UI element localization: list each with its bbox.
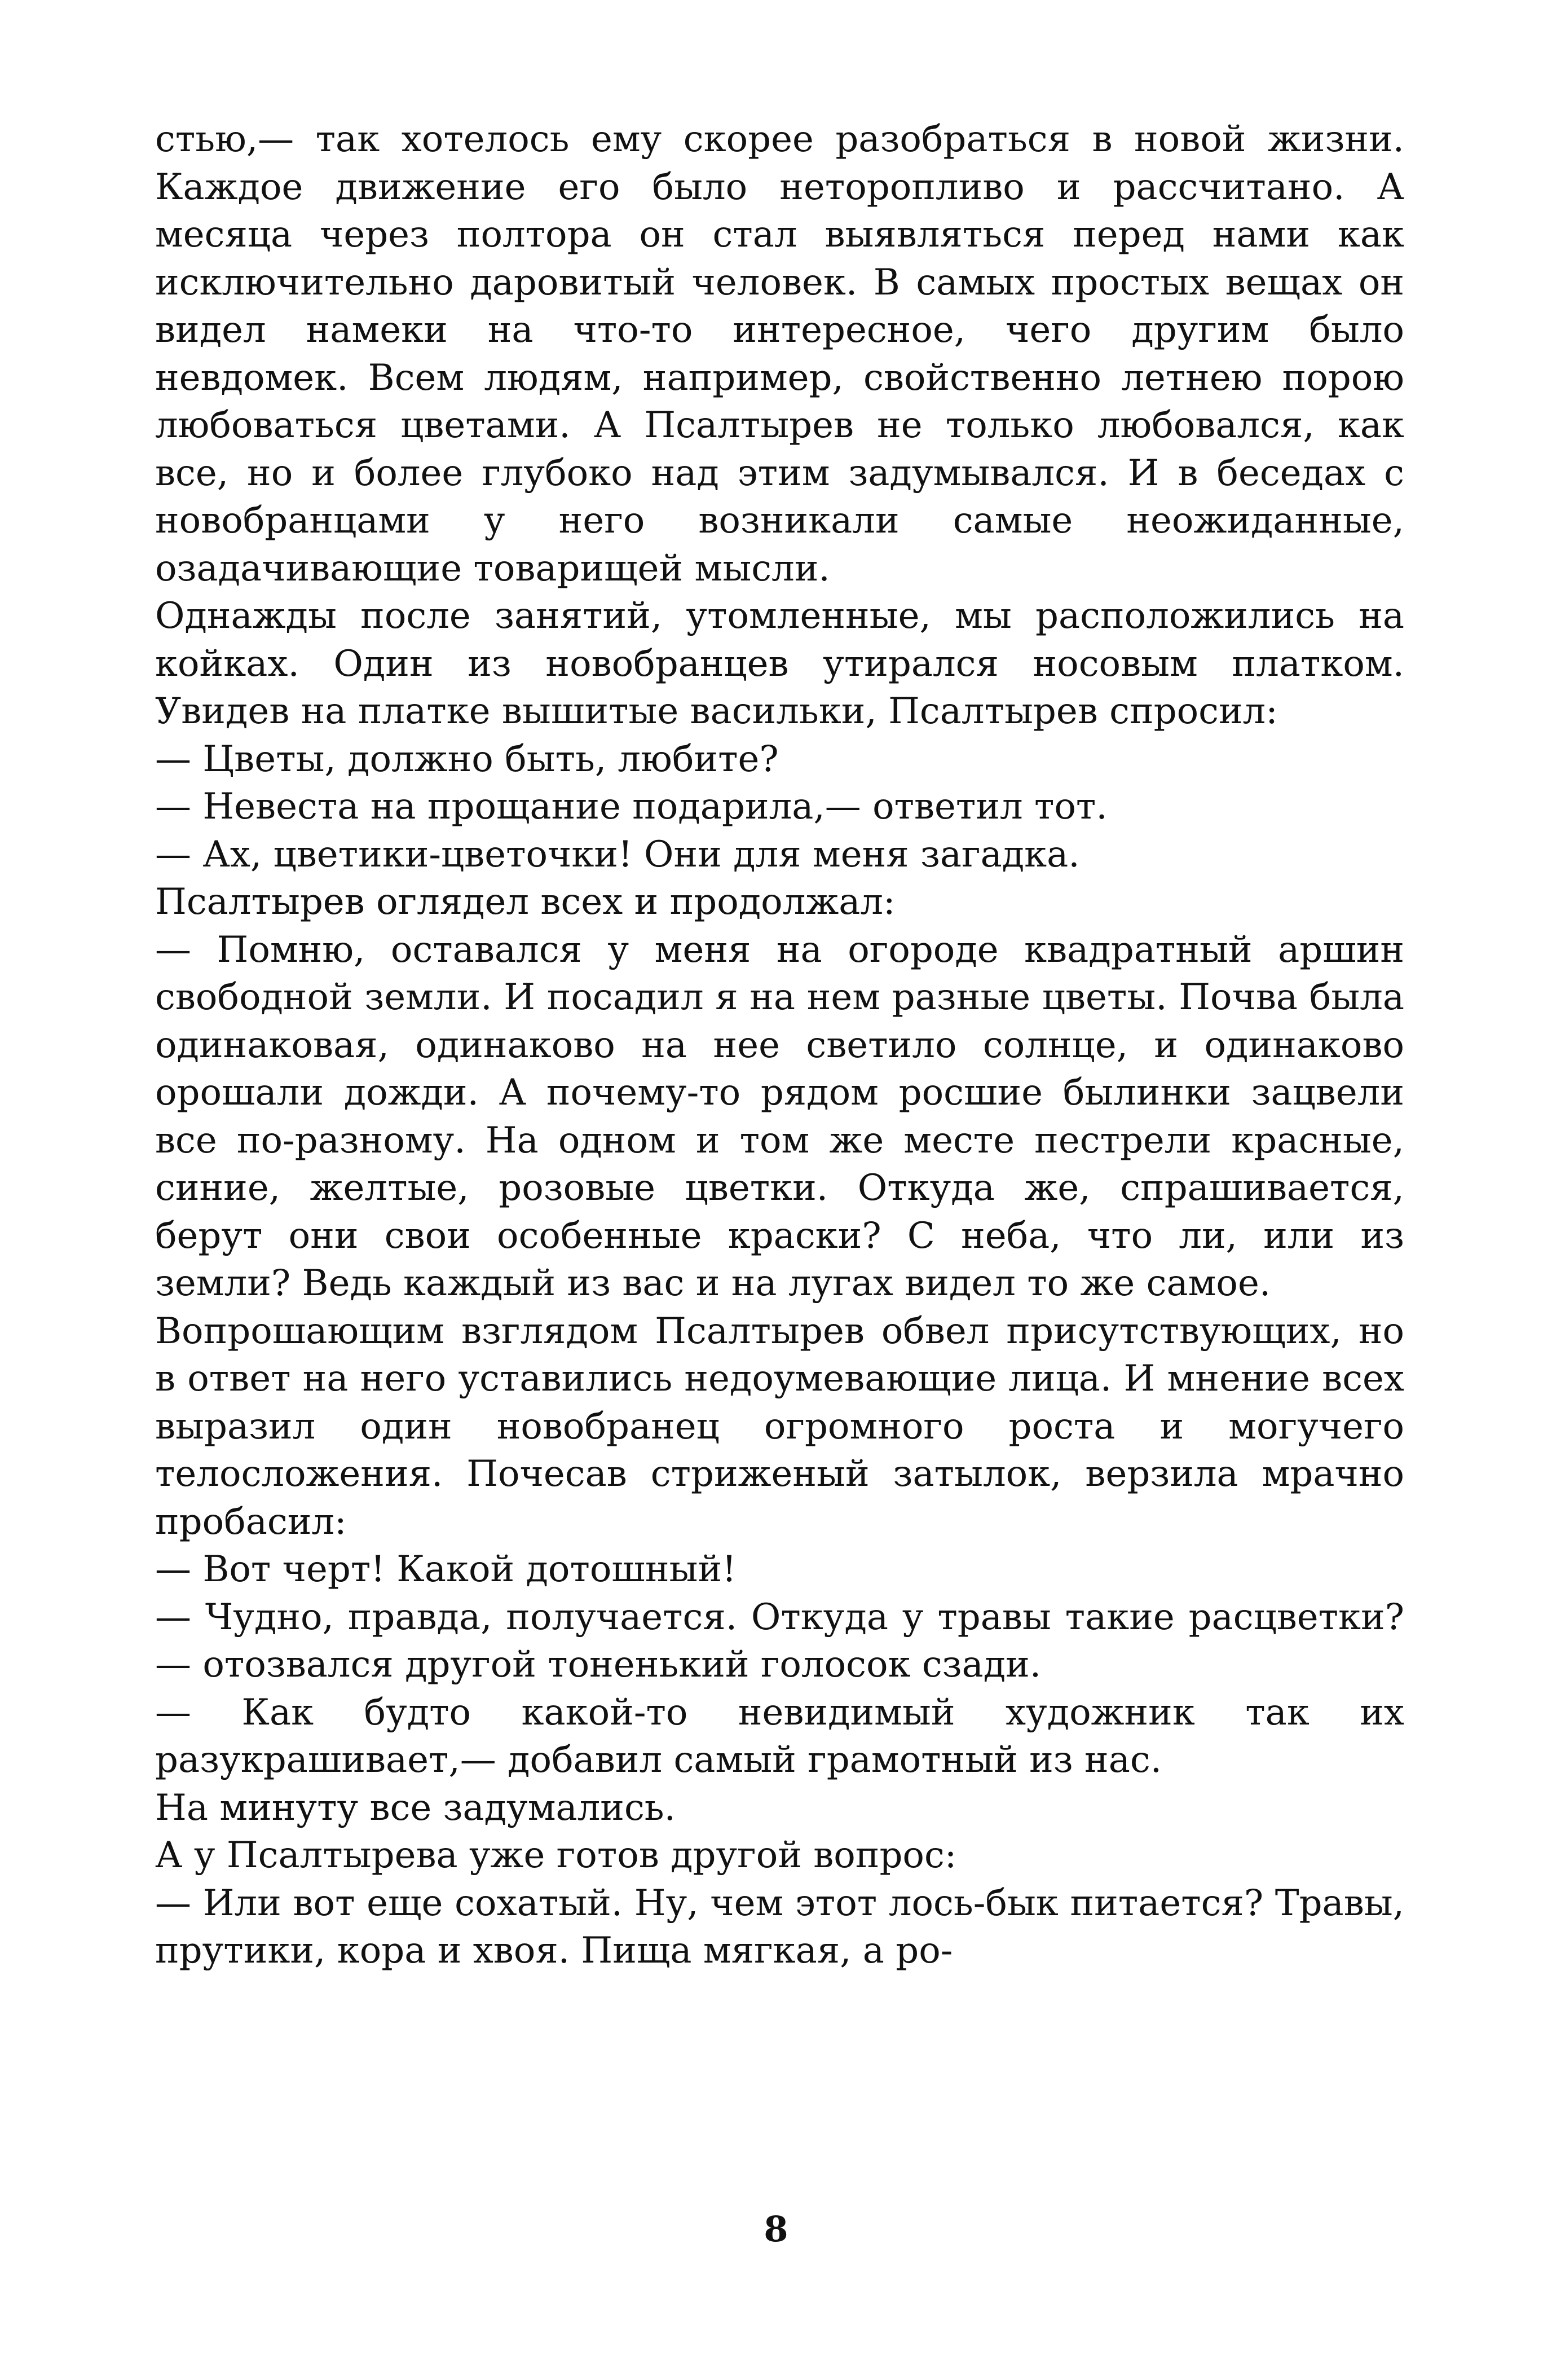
dialogue-line-8: — Или вот еще сохатый. Ну, чем этот лось-бык питается? Травы, прутики, кора и хвоя. Пища мягкая, а ро- xyxy=(155,1882,1404,1972)
paragraph-6: А у Псалтырева уже готов другой вопрос: xyxy=(155,1835,957,1876)
paragraph-5: На минуту все задумались. xyxy=(155,1787,676,1829)
page-number: 8 xyxy=(764,2209,788,2250)
dialogue-line-4: — Помню, оставался у меня на огороде квадратный аршин свободной земли. И посадил я на нем разные цветы. Почва была одинаковая, одинаково на нее светило солнце, и одинаково орошали дожди. А почему-то рядом росшие былинки зацвели все по-разному. На одном и том же месте пестрели красные, синие, желтые, розовые цветки. Откуда же, спрашивается, берут они свои особенные краски? С неба, что ли, или из земли? Ведь каждый из вас и на лугах видел то же самое. xyxy=(155,929,1404,1304)
paragraph-2: Однажды после занятий, утомленные, мы расположились на койках. Один из новобранцев утирался носовым платком. Увидев на платке вышитые васильки, Псалтырев спросил: xyxy=(155,595,1404,732)
paragraph-3: Псалтырев оглядел всех и продолжал: xyxy=(155,881,896,923)
body-text xyxy=(155,116,1404,1975)
dialogue-line-5: — Вот черт! Какой дотошный! xyxy=(155,1548,737,1590)
dialogue-line-6: — Чудно, правда, получается. Откуда у травы такие расцветки?— отозвался другой тоненький голосок сзади. xyxy=(155,1596,1404,1686)
dialogue-line-2: — Невеста на прощание подарила,— ответил тот. xyxy=(155,786,1108,828)
paragraph-1: стью,— так хотелось ему скорее разобраться в новой жизни. Каждое движение его было неторопливо и рассчитано. А месяца через полтора он стал выявляться перед нами как исключительно даровитый человек. В самых простых вещах он видел намеки на что-то интересное, чего другим было невдомек. Всем людям, например, свойственно летнею порою любоваться цветами. А Псалтырев не только любовался, как все, но и более глубоко над этим задумывался. И в беседах с новобранцами у него возникали самые неожиданные, озадачивающие товарищей мысли. xyxy=(155,118,1404,589)
paragraph-4: Вопрошающим взглядом Псалтырев обвел присутствующих, но в ответ на него уставились недоумевающие лица. И мнение всех выразил один новобранец огромного роста и могучего телосложения. Почесав стриженый затылок, верзила мрачно пробасил: xyxy=(155,1310,1404,1543)
dialogue-line-3: — Ах, цветики-цветочки! Они для меня загадка. xyxy=(155,833,1080,876)
dialogue-line-7: — Как будто какой-то невидимый художник так их разукрашивает,— добавил самый грамотный из нас. xyxy=(155,1691,1404,1781)
dialogue-line-1: — Цветы, должно быть, любите? xyxy=(155,738,779,780)
